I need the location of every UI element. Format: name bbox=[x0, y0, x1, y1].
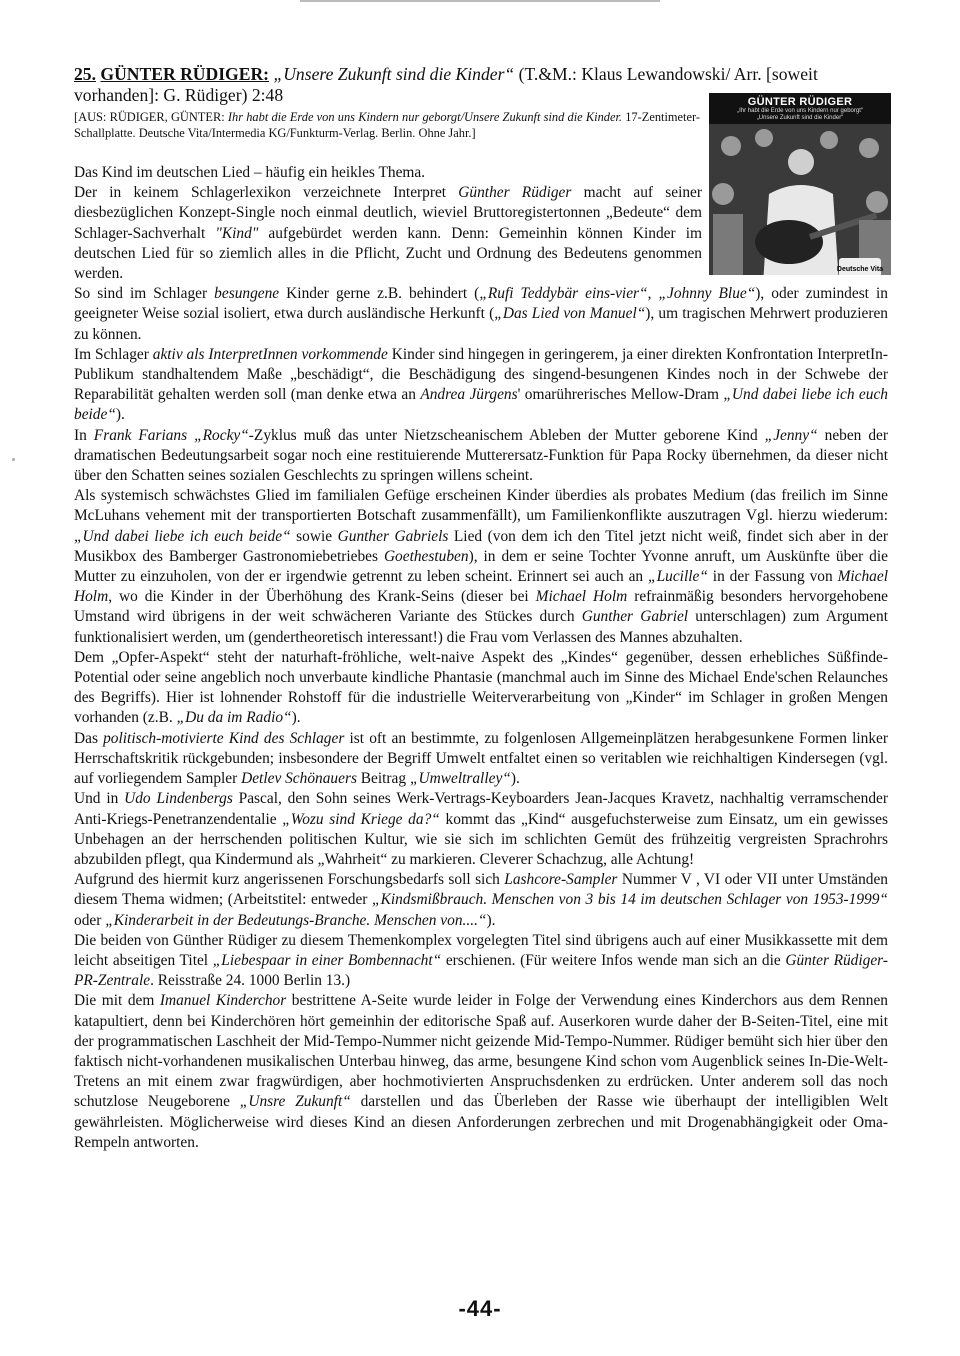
emphasis-text: „Lucille“ bbox=[648, 568, 708, 586]
emphasis-text: Gunther Gabriels bbox=[337, 527, 449, 545]
emphasis-text: „Kinderarbeit in der Bedeutungs-Branche. Menschen von....“ bbox=[105, 911, 487, 929]
paragraph bbox=[74, 426, 888, 487]
emphasis-text: Frank Farians „Rocky“ bbox=[93, 426, 249, 444]
cover-header bbox=[709, 93, 891, 124]
paragraph bbox=[74, 183, 702, 284]
body-text: Das bbox=[74, 729, 104, 747]
emphasis-text: „Liebespaar in einer Bombennacht“ bbox=[212, 951, 442, 969]
article-body bbox=[74, 163, 888, 1153]
cover-photo bbox=[709, 124, 891, 275]
body-text: So sind im Schlager bbox=[74, 285, 215, 303]
emphasis-text: Andrea Jürgens bbox=[420, 386, 518, 404]
body-text: unterschlagen) zum Argument funktionalisiert werden, um (gendertheoretisch interessant!) die Frau vom Verlassen des Mannes abzuhalten. bbox=[74, 608, 888, 646]
body-text: ' omarührerisches Mellow-Dram bbox=[517, 386, 724, 404]
body-text: kommt das „Kind“ ausgefuchsterweise zum Einsatz, um ein gewisses Unbehagen an der herrschenden politischen Kultur, wie sie sich im schlichten Gemüt des frühzeitig vergreisten Sprachrohrs abzubilden pflegt, qua Kindermund als „Wahrheit“ zu markieren. Cleverer Schachzug, alle Achtung! bbox=[74, 810, 888, 868]
body-text: Pascal, den Sohn seines Werk-Vertrags-Keyboarders Jean-Jacques Kravetz, nachhaltig verramschender Anti-Kriegs-Penetranzendentalie bbox=[74, 790, 888, 828]
emphasis-text: „Wozu sind Kriege da?“ bbox=[282, 810, 440, 828]
body-text: -Zyklus muß das unter Nietzscheanischem Ableben der Mutter geborene Kind bbox=[248, 426, 765, 444]
body-text: Die mit dem bbox=[74, 992, 160, 1010]
body-text: darstellen und das Überleben der Rasse wie überhaupt der intelligiblen Welt gewährleisten. Möglicherweise wird dieses Kind an diesen Anforderungen zerbrechen und mit Drogenabhängigkeit oder Oma-Rempeln antworten. bbox=[74, 1093, 888, 1151]
body-text: Aufgrund des hiermit kurz angerissenen Forschungsbedarfs soll sich bbox=[74, 871, 505, 889]
emphasis-text: „Und dabei liebe ich euch beide“ bbox=[74, 527, 291, 545]
emphasis-text: Goethestuben bbox=[383, 547, 469, 565]
body-text: Beitrag bbox=[356, 770, 410, 788]
body-text: Lied (von dem ich den Titel jetzt nicht weiß, findet sich aber in der Musikbox des Bamberger Gastronomiebetriebes bbox=[74, 527, 888, 565]
paragraph bbox=[74, 729, 888, 790]
top-rule bbox=[300, 0, 660, 2]
paragraph bbox=[74, 486, 888, 648]
emphasis-text: Imanuel Kinderchor bbox=[159, 992, 287, 1010]
body-text: aufgebürdet werden kann. Denn: Gemeinhin können Kinder im deutschen Lied für so ziemlich alles in die Pflicht, Zucht und Ordnung des Bedeutens genommen werden. bbox=[74, 224, 702, 283]
source-note-suffix: 17-Zentimeter-Schallplatte. Deutsche Vita/Intermedia KG/Funkturm-Verlag. Berlin. Ohne Jahr.] bbox=[74, 110, 700, 140]
page-number: -44- bbox=[458, 1296, 502, 1321]
body-text: Das Kind im deutschen Lied – häufig ein heikles Thema. bbox=[74, 164, 426, 181]
body-text: . Reisstraße 24. 1000 Berlin 13.) bbox=[150, 972, 351, 990]
body-text: ). bbox=[291, 709, 301, 727]
emphasis-text: aktiv als InterpretInnen vorkommende bbox=[152, 345, 388, 363]
emphasis-text: „Und dabei liebe ich euch beide“ bbox=[74, 386, 888, 424]
source-note-italic: Ihr habt die Erde von uns Kindern nur geborgt/Unsere Zukunft sind die Kinder. bbox=[227, 110, 623, 124]
emphasis-text: „Kindsmißbrauch. Menschen von 3 bis 14 im deutschen Schlager von 1953-1999“ bbox=[372, 891, 888, 909]
source-note bbox=[74, 109, 700, 141]
body-text: ), in dem er seine Tochter Yvonne anruft, um Auskünfte über die Mutter zu einzuholen, von der er irgendwie getrennt zu leben scheint. Erinnert sei auch an bbox=[74, 547, 888, 586]
cover-label: Deutsche Vita bbox=[836, 266, 884, 273]
emphasis-text: politisch-motivierte Kind des Schlager bbox=[103, 729, 345, 747]
emphasis-text: „Unsre Zukunft“ bbox=[239, 1093, 351, 1111]
cover-title: GÜNTER RÜDIGER bbox=[747, 96, 853, 108]
body-text: Der in keinem Schlagerlexikon verzeichnete Interpret bbox=[74, 184, 459, 202]
cover-subtitle-1: „Ihr habt die Erde von uns Kindern nur geborgt“ bbox=[737, 108, 863, 114]
body-text: ). bbox=[486, 911, 496, 929]
body-text: macht auf seiner diesbezüglichen Konzept-Single noch einmal deutlich, wieviel Bruttoregistertonnen „Bedeute“ dem Schlager-Sachverhalt bbox=[74, 184, 702, 242]
body-text: oder bbox=[74, 911, 106, 929]
body-text: erschienen. (Für weitere Infos wende man sich an die bbox=[441, 951, 786, 969]
emphasis-text: Gunther Gabriel bbox=[581, 608, 689, 626]
body-text: in der Fassung von bbox=[707, 568, 838, 586]
emphasis-text: Lashcore-Sampler bbox=[504, 871, 618, 889]
entry-artist: GÜNTER RÜDIGER: bbox=[100, 64, 270, 84]
paragraph bbox=[74, 870, 888, 931]
paragraph bbox=[74, 991, 888, 1153]
emphasis-text: Michael Holm bbox=[74, 568, 888, 606]
body-text: neben der dramatischen Bedeutungsarbeit sogar noch eine restituierende Mutterersatz-Funktion für Papa Rocky übernehmen, da dieser nicht über den Schatten seines sozialen Geschlechts zu springen willens scheint. bbox=[74, 426, 888, 485]
emphasis-text: Michael Holm bbox=[535, 588, 628, 606]
paragraph bbox=[74, 163, 702, 183]
emphasis-text: Günther Rüdiger bbox=[458, 184, 572, 202]
emphasis-text: Günter Rüdiger-PR-Zentrale bbox=[74, 951, 888, 990]
body-text: refrainmäßig besonders hervorgehobene Umstand wird übrigens in der weit schwächeren Variante des Stückes durch bbox=[74, 588, 888, 626]
paragraph bbox=[74, 345, 888, 426]
paragraph bbox=[74, 931, 888, 992]
body-text: Und in bbox=[74, 790, 125, 808]
body-text: Nummer V , VI oder VII unter Umständen diesem Thema widmen; (Arbeitstitel: entweder bbox=[74, 871, 888, 909]
emphasis-text: Detlev Schönauers bbox=[241, 770, 357, 788]
paragraph bbox=[74, 648, 888, 729]
body-text: Im Schlager bbox=[74, 345, 153, 363]
entry-title: „Unsere Zukunft sind die Kinder“ bbox=[273, 64, 515, 84]
entry-number: 25. bbox=[74, 64, 96, 84]
body-text: sowie bbox=[290, 527, 338, 545]
emphasis-text: „Das Lied von Manuel“ bbox=[494, 305, 646, 323]
emphasis-text: „Rufi Teddybär eins-vier“ bbox=[479, 285, 648, 303]
paragraph bbox=[74, 789, 888, 870]
body-text: Dem „Opfer-Aspekt“ steht der naturhaft-fröhliche, welt-naive Aspekt des „Kindes“ gegenüber, dessen erhebliches Süßfinde-Potential oder seine angeblich noch unverbaute kindliche Phantasie (manchmal auch im Sinne des Michael Ende'schen Relaunches des Begriffs). Hier ist lohnender Rohstoff für die industrielle Weiterverarbeitung von „Kinder“ im Schlager in großen Mengen vorhanden (z.B. bbox=[74, 648, 888, 727]
emphasis-text: „Johnny Blue“ bbox=[658, 285, 756, 303]
body-text: In bbox=[74, 426, 94, 444]
paragraph bbox=[74, 284, 888, 345]
body-text: Kinder gerne z.B. behindert ( bbox=[279, 285, 480, 303]
source-note-prefix: [AUS: RÜDIGER, GÜNTER: bbox=[74, 110, 228, 124]
body-text: ). bbox=[510, 770, 520, 788]
emphasis-text: Udo Lindenbergs bbox=[124, 790, 233, 808]
body-text: bestrittene A-Seite wurde leider in Folge der Verwendung eines Kinderchors aus dem Rennen katapultiert, denn bei Kinderchören hört gemeinhin der editorische Spaß auf. Auserkoren wurde daher der B-Seiten-Titel, eine mit der programmatischen Laschheit der Mid-Tempo-Nummer nicht geizende Mid-Tempo-Nummer. Rüdiger bemüht sich hier über den faktisch nicht-vorhandenen musikalischen Unterbau hinweg, das arme, besungene Kind schon vom Augenblick seines In-Die-Welt-Tretens an mit einem zwar fragwürdigen, aber hochmotivierten Anspruchsdenken zu erdrücken. Unter anderem soll das noch schutzlose Neugeborene bbox=[74, 992, 888, 1111]
cover-subtitle-2: „Unsere Zukunft sind die Kinder“ bbox=[756, 115, 844, 121]
body-text: Als systemisch schwächstes Glied im familialen Gefüge erscheinen Kinder überdies als probates Medium (das freilich im Sinne McLuhans vehement mit der transportierten Botschaft zusammenfällt), um Familienkonflikte auszutragen Vgl. hierzu wiederum: bbox=[74, 487, 888, 525]
body-text: Die beiden von Günther Rüdiger zu diesem Themenkomplex vorgelegten Titel sind übrigens auch auf einer Musikkassette mit dem leicht abseitigen Titel bbox=[74, 931, 888, 969]
body-text: , wo die Kinder in der Überhöhung des Krank-Seins (dieser bei bbox=[108, 588, 536, 606]
emphasis-text: besungene bbox=[214, 285, 280, 303]
record-cover-image bbox=[709, 93, 891, 275]
body-text: ), um tragischen Mehrwert produzieren zu können. bbox=[74, 305, 889, 343]
body-text: ). bbox=[115, 406, 125, 424]
emphasis-text: „Jenny“ bbox=[764, 426, 818, 444]
entry-credits: (T.&M.: Klaus Lewandowski/ Arr. [soweit vorhanden]: G. Rüdiger) 2:48 bbox=[74, 64, 818, 105]
emphasis-text: „Du da im Radio“ bbox=[176, 709, 292, 727]
emphasis-text: „Umweltralley“ bbox=[409, 770, 511, 788]
body-text: Kinder sind hingegen in geringerem, ja einer direkten Konfrontation InterpretIn-Publikum standhaltendem Maße „beschädigt“, die Beschädigung des singend-besungenen Kindes noch in der Schwebe der Reparabilität gehalten werden soll (man denke etwa an bbox=[74, 345, 888, 404]
emphasis-text: "Kind" bbox=[215, 224, 259, 242]
body-text: ), oder zumindest in geeigneter Weise sozial isoliert, etwa durch ausländische Herkunft ( bbox=[74, 285, 888, 323]
body-text: ist oft an bestimmte, zu folgenlosen Allgemeinplätzen herabgesunkene Formen linker Herrschaftskritik rückgebunden; insbesondere der Begriff Umwelt entfaltet einen so veritablen wie reichhaltigen Kindersegen (vgl. auf vorliegendem Sampler bbox=[74, 729, 888, 788]
body-text: , bbox=[647, 285, 659, 303]
scan-speck bbox=[12, 458, 15, 461]
